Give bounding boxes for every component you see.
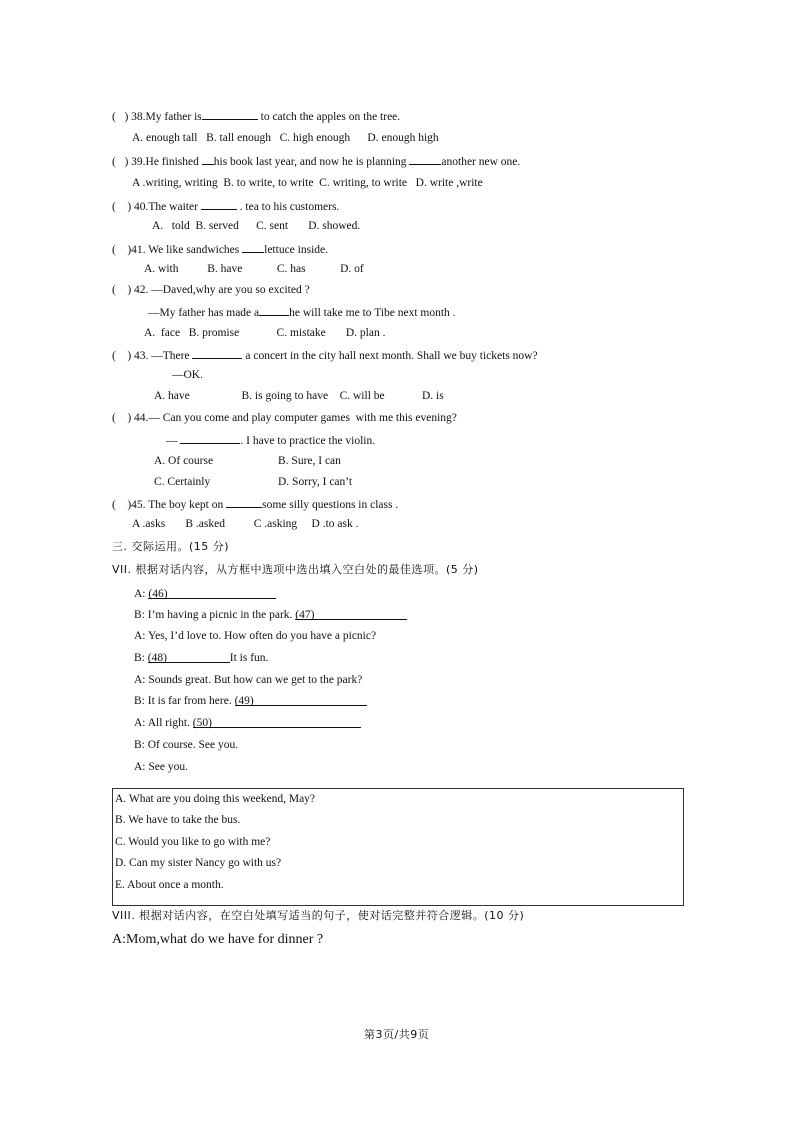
dialog-line-46: A: (46): [134, 587, 276, 601]
box-option-c: C. Would you like to go with me?: [115, 836, 271, 848]
question-44-reply: — . I have to practice the violin.: [166, 432, 375, 448]
answer-blank: (49): [235, 694, 367, 706]
box-option-b: B. We have to take the bus.: [115, 814, 241, 826]
answer-blank: [202, 153, 214, 165]
page-number: 第3页/共9页: [364, 1028, 430, 1041]
question-42-options: A. face B. promise C. mistake D. plan .: [144, 327, 386, 339]
section-8-first-line: A:Mom,what do we have for dinner ?: [112, 932, 324, 947]
dialog-line: B: Of course. See you.: [134, 739, 239, 751]
dialog-line-49: B: It is far from here. (49): [134, 694, 367, 708]
question-42-reply: —My father has made a he will take me to Tibe next month .: [148, 304, 456, 320]
box-option-a: A. What are you doing this weekend, May?: [115, 793, 316, 805]
question-43-options: A. have B. is going to have C. will be D. is: [154, 390, 444, 402]
question-43-reply: —OK.: [172, 369, 203, 381]
section-3-heading: 三. 交际运用。(15 分): [112, 540, 230, 553]
question-40-stem: ( ) 40.The waiter . tea to his customers.: [112, 198, 339, 214]
question-44-option-b: B. Sure, I can: [278, 455, 341, 467]
answer-blank: [259, 304, 289, 316]
question-44-option-d: D. Sorry, I can’t: [278, 476, 353, 488]
answer-blank: (50): [193, 716, 361, 728]
answer-blank: (47): [295, 608, 407, 620]
answer-blank: (48): [148, 651, 230, 663]
question-44-option-c: C. Certainly: [154, 476, 211, 488]
dialog-line: A: Sounds great. But how can we get to the park?: [134, 674, 363, 686]
answer-blank: [180, 432, 240, 444]
options-box: [112, 788, 684, 906]
question-39-stem: ( ) 39.He finished his book last year, and now he is planning another new one.: [112, 153, 520, 169]
question-42-stem: ( ) 42. —Daved,why are you so excited ?: [112, 284, 310, 296]
question-45-stem: ( )45. The boy kept on some silly questions in class .: [112, 496, 398, 512]
answer-blank: [202, 108, 258, 120]
dialog-line: A: See you.: [134, 761, 188, 773]
question-43-stem: ( ) 43. —There a concert in the city hall next month. Shall we buy tickets now?: [112, 347, 538, 363]
dialog-line-50: A: All right. (50): [134, 716, 361, 730]
box-option-d: D. Can my sister Nancy go with us?: [115, 857, 282, 869]
answer-blank: [242, 241, 264, 253]
question-44-option-a: A. Of course: [154, 455, 214, 467]
answer-blank: [192, 347, 242, 359]
answer-blank: (46): [148, 587, 276, 599]
dialog-line: A: Yes, I’d love to. How often do you have a picnic?: [134, 630, 377, 642]
question-38-stem: ( ) 38.My father is to catch the apples on the tree.: [112, 108, 400, 124]
section-7-heading: VII. 根据对话内容，从方框中选项中选出填入空白处的最佳选项。(5 分): [112, 563, 479, 576]
question-45-options: A .asks B .asked C .asking D .to ask .: [132, 518, 359, 530]
question-41-stem: ( )41. We like sandwiches lettuce inside.: [112, 241, 328, 257]
section-8-heading: VIII. 根据对话内容，在空白处填写适当的句子，使对话完整并符合逻辑。(10 分): [112, 909, 525, 922]
question-44-stem: ( ) 44.— Can you come and play computer games with me this evening?: [112, 412, 457, 424]
dialog-line-47: B: I’m having a picnic in the park. (47): [134, 608, 407, 622]
question-41-options: A. with B. have C. has D. of: [144, 263, 364, 275]
answer-blank: [409, 153, 441, 165]
question-40-options: A. told B. served C. sent D. showed.: [152, 220, 361, 232]
question-38-options: A. enough tall B. tall enough C. high enough D. enough high: [132, 132, 439, 144]
question-39-options: A .writing, writing B. to write, to write C. writing, to write D. write ,write: [132, 177, 483, 189]
answer-blank: [226, 496, 262, 508]
dialog-line-48: B: (48) It is fun.: [134, 652, 269, 664]
answer-blank: [201, 198, 237, 210]
box-option-e: E. About once a month.: [115, 879, 224, 891]
